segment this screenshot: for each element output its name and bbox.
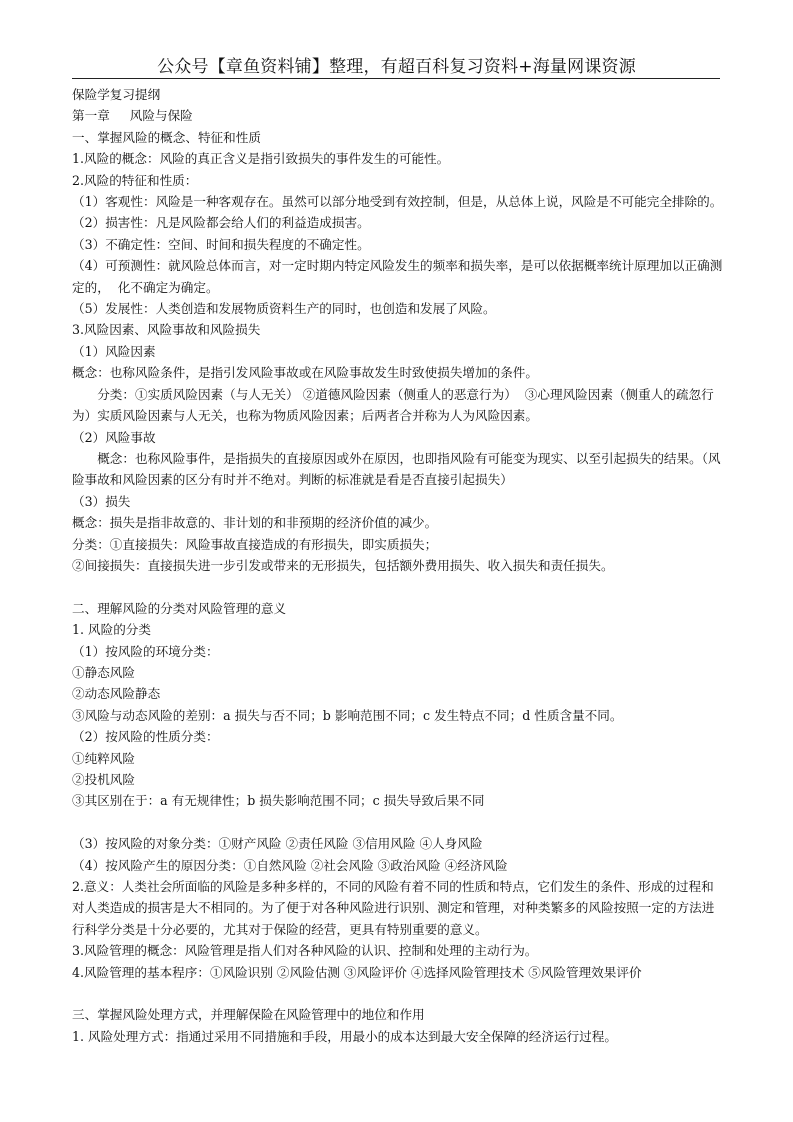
text-line: 一、掌握风险的概念、特征和性质 <box>72 129 261 145</box>
document-body <box>72 84 724 1047</box>
text-line: 三、掌握风险处理方式，并理解保险在风险管理中的地位和作用 <box>72 1007 425 1023</box>
text-line: ②间接损失：直接损失进一步引发或带来的无形损失，包括额外费用损失、收入损失和责任损失。 <box>72 557 614 573</box>
text-line: ③其区别在于：a 有无规律性；b 损失影响范围不同；c 损失导致后果不同 <box>72 793 485 809</box>
text-line: 第一章 风险与保险 <box>72 108 193 124</box>
page-header: 公众号【章鱼资料铺】整理，有超百科复习资料+海量网课资源 <box>157 57 636 77</box>
text-line: 分类：①直接损失：风险事故直接造成的有形损失，即实质损失； <box>72 536 438 552</box>
text-line: 1. 风险的分类 <box>72 622 151 638</box>
text-line: ①纯粹风险 <box>72 750 135 766</box>
text-line: 2.风险的特征和性质： <box>72 172 198 188</box>
text-line: 二、理解风险的分类对风险管理的意义 <box>72 600 287 616</box>
blank-line <box>72 812 724 833</box>
text-line: ②投机风险 <box>72 771 135 787</box>
text-line: （1）按风险的环境分类： <box>72 643 219 659</box>
text-line: （3）按风险的对象分类：①财产风险 ②责任风险 ③信用风险 ④人身风险 <box>72 836 483 852</box>
header-divider <box>72 78 720 79</box>
text-line: 4.风险管理的基本程序：①风险识别 ②风险估测 ③风险评价 ④选择风险管理技术 ⑤风险管理效果评价 <box>72 964 642 980</box>
text-line: 分类：①实质风险因素（与人无关） ②道德风险因素（侧重人的恶意行为） ③心理风险因素（侧重人的疏忽行为）实质风险因素与人无关，也称为物质风险因素；后两者合并称为人为风险因素。 <box>72 386 714 424</box>
text-line: 2.意义：人类社会所面临的风险是多种多样的，不同的风险有着不同的性质和特点，它们发生的条件、形成的过程和对人类造成的损害是大不相同的。为了便于对各种风险进行识别、测定和管理，对种类繁多的风险按照一定的方法进行科学分类是十分必要的，尤其对于保险的经营，更具有特别重要的意义。 <box>72 879 715 937</box>
text-line: （4）按风险产生的原因分类：①自然风险 ②社会风险 ③政治风险 ④经济风险 <box>72 857 508 873</box>
blank-line <box>72 576 724 597</box>
text-line: 1. 风险处理方式：指通过采用不同措施和手段，用最小的成本达到最大安全保障的经济运行过程。 <box>72 1028 617 1044</box>
text-line: （1）客观性：风险是一种客观存在。虽然可以部分地受到有效控制，但是，从总体上说，风险是不可能完全排除的。 <box>72 194 723 210</box>
text-line: （1）风险因素 <box>72 343 156 359</box>
text-line: （3）损失 <box>72 493 131 509</box>
text-line: 概念：也称风险条件，是指引发风险事故或在风险事故发生时致使损失增加的条件。 <box>72 365 538 381</box>
text-line: 概念：损失是指非故意的、非计划的和非预期的经济价值的减少。 <box>72 515 438 531</box>
text-line: 保险学复习提纲 <box>72 87 161 102</box>
text-line: （2）风险事故 <box>72 429 156 445</box>
text-line: （2）按风险的性质分类： <box>72 729 219 745</box>
text-line: （3）不确定性：空间、时间和损失程度的不确定性。 <box>72 236 370 252</box>
text-line: ①静态风险 <box>72 664 135 680</box>
text-line: 1.风险的概念：风险的真正含义是指引致损失的事件发生的可能性。 <box>72 151 450 167</box>
text-line: （2）损害性：凡是风险都会给人们的利益造成损害。 <box>72 215 370 231</box>
text-line: 3.风险因素、风险事故和风险损失 <box>72 322 261 338</box>
text-line: （5）发展性：人类创造和发展物质资料生产的同时，也创造和发展了风险。 <box>72 301 496 317</box>
blank-line <box>72 983 724 1004</box>
text-line: 概念：也称风险事件，是指损失的直接原因或外在原因，也即指风险有可能变为现实、以至引起损失的结果。（风险事故和风险因素的区分有时并不绝对。判断的标准就是看是否直接引起损失） <box>72 450 721 488</box>
text-line: ②动态风险静态 <box>72 686 161 702</box>
text-line: ③风险与动态风险的差别：a 损失与否不同；b 影响范围不同；c 发生特点不同；d 性质含量不同。 <box>72 707 623 723</box>
text-line: （4）可预测性：就风险总体而言，对一定时期内特定风险发生的频率和损失率，是可以依据概率统计原理加以正确测定的， 化不确定为确定。 <box>72 258 723 295</box>
text-line: 3.风险管理的概念：风险管理是指人们对各种风险的认识、控制和处理的主动行为。 <box>72 943 538 959</box>
